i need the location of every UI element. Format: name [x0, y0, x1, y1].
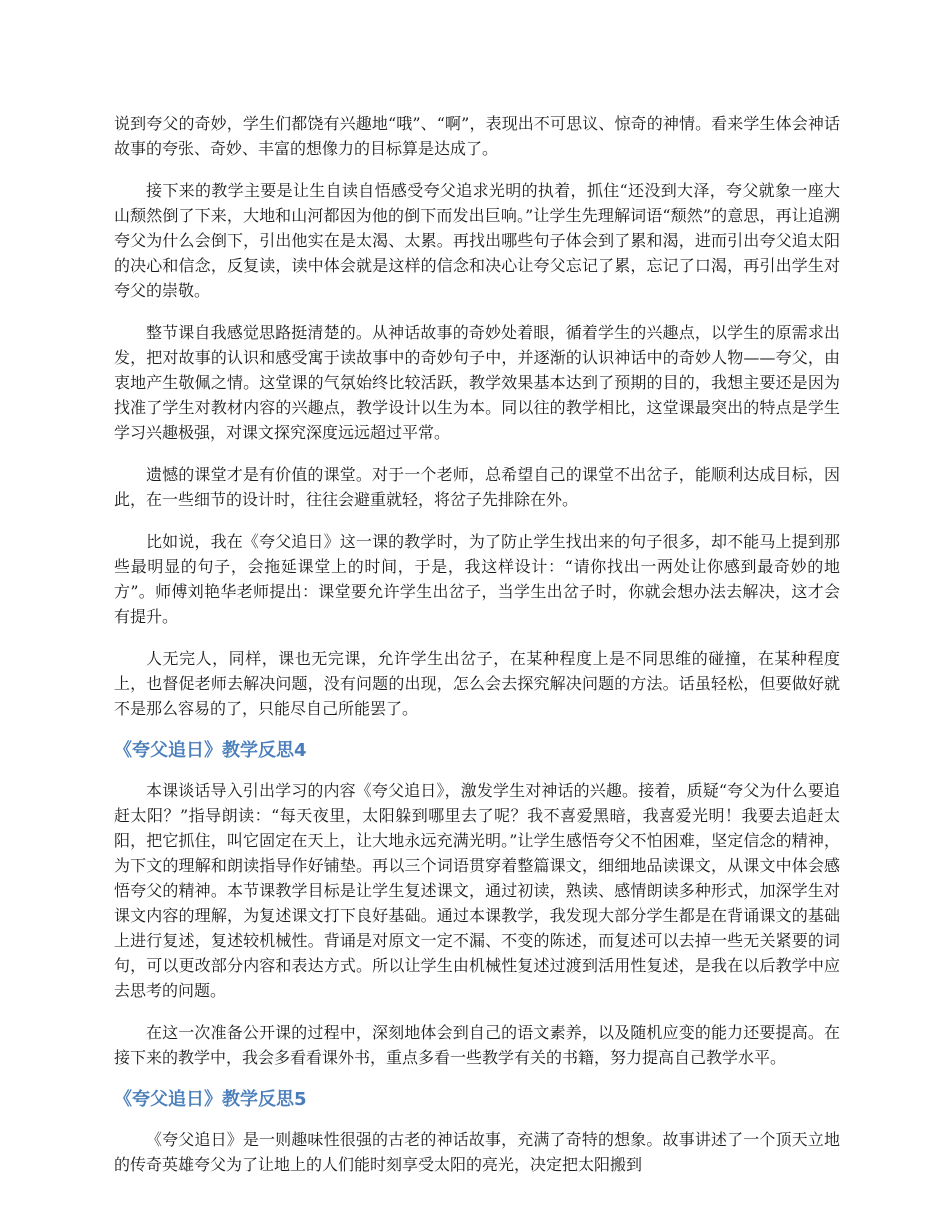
document-page	[114, 111, 840, 1194]
paragraph: 遗憾的课堂才是有价值的课堂。对于一个老师，总希望自己的课堂不出岔子，能顺利达成目标，因此，在一些细节的设计时，往往会避重就轻，将岔子先排除在外。	[114, 465, 840, 509]
paragraph: 说到夸父的奇妙，学生们都饶有兴趣地“哦”、“啊”，表现出不可思议、惊奇的神情。看来学生体会神话故事的夸张、奇妙、丰富的想像力的目标算是达成了。	[114, 114, 840, 158]
section-heading-5: 《夸父追日》教学反思5	[114, 1089, 307, 1110]
paragraph: 整节课自我感觉思路挺清楚的。从神话故事的奇妙处着眼，循着学生的兴趣点，以学生的原需求出发，把对故事的认识和感受寓于读故事中的奇妙句子中，并逐渐的认识神话中的奇妙人物——夸父，由衷地产生敬佩之情。这堂课的气氛始终比较活跃，教学效果基本达到了预期的目的，我想主要还是因为找准了学生对教材内容的兴趣点，教学设计以生为本。同以往的教学相比，这堂课最突出的特点是学生学习兴趣极强，对课文探究深度远远超过平常。	[114, 323, 840, 442]
paragraph: 比如说，我在《夸父追日》这一课的教学时，为了防止学生找出来的句子很多，却不能马上提到那些最明显的句子，会拖延课堂上的时间，于是，我这样设计：“请你找出一两处让你感到最奇妙的地方”。师傅刘艳华老师提出：课堂要允许学生出岔子，当学生出岔子时，你就会想办法去解决，这才会有提升。	[114, 532, 840, 626]
section-heading-4: 《夸父追日》教学反思4	[114, 740, 307, 761]
paragraph: 接下来的教学主要是让生自读自悟感受夸父追求光明的执着，抓住“还没到大泽，夸父就象一座大山颓然倒了下来，大地和山河都因为他的倒下而发出巨响。”让学生先理解词语“颓然”的意思，再让追溯夸父为什么会倒下，引出他实在是太渴、太累。再找出哪些句子体会到了累和渴，进而引出夸父追太阳的决心和信念，反复读，读中体会就是这样的信念和决心让夸父忘记了累，忘记了口渴，再引出学生对夸父的崇敬。	[114, 181, 840, 300]
paragraph: 在这一次准备公开课的过程中，深刻地体会到自己的语文素养，以及随机应变的能力还要提高。在接下来的教学中，我会多看看课外书，重点多看一些教学有关的书籍，努力提高自己教学水平。	[114, 1023, 840, 1067]
paragraph: 《夸父追日》是一则趣味性很强的古老的神话故事，充满了奇特的想象。故事讲述了一个顶天立地的传奇英雄夸父为了让地上的人们能时刻享受太阳的亮光，决定把太阳搬到	[114, 1130, 840, 1174]
paragraph: 人无完人，同样，课也无完课，允许学生出岔子，在某种程度上是不同思维的碰撞，在某种程度上，也督促老师去解决问题，没有问题的出现，怎么会去探究解决问题的方法。话虽轻松，但要做好就不是那么容易的了，只能尽自己所能罢了。	[114, 649, 840, 718]
paragraph: 本课谈话导入引出学习的内容《夸父追日》，激发学生对神话的兴趣。接着，质疑“夸父为什么要追赶太阳？”指导朗读：“每天夜里，太阳躲到哪里去了呢？我不喜爱黑暗，我喜爱光明！我要去追赶太阳，把它抓住，叫它固定在天上，让大地永远充满光明。”让学生感悟夸父不怕困难，坚定信念的精神，为下文的理解和朗读指导作好铺垫。再以三个词语贯穿着整篇课文，细细地品读课文，从课文中体会感悟夸父的精神。本节课教学目标是让学生复述课文，通过初读，熟读、感情朗读多种形式，加深学生对课文内容的理解，为复述课文打下良好基础。通过本课教学，我发现大部分学生都是在背诵课文的基础上进行复述，复述较机械性。背诵是对原文一定不漏、不变的陈述，而复述可以去掉一些无关紧要的词句，可以更改部分内容和表达方式。所以让学生由机械性复述过渡到活用性复述，是我在以后教学中应去思考的问题。	[114, 781, 840, 1000]
